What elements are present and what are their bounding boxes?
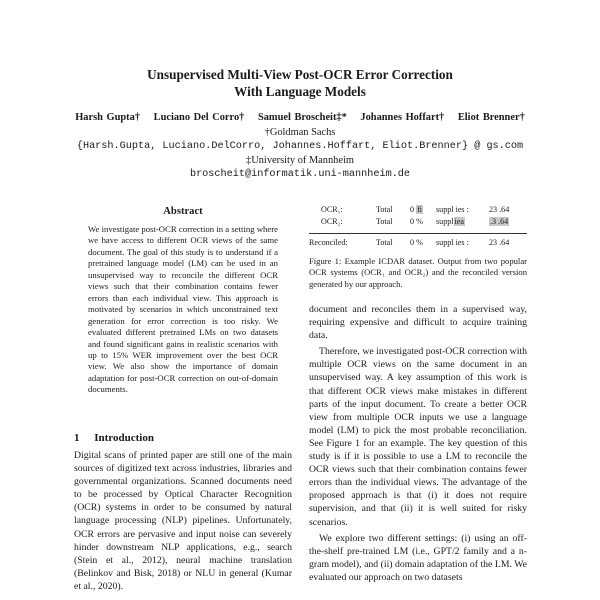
abstract-text: We investigate post-OCR correction in a setting where we have access to different OCR views of the same document. The goal of this study is to understand if a pretrained language model (LM) can be used in an unsupervised way to reconcile the different OCR views such that their combination contains fewer errors than each individual view. This approach is motivated by scenarios in which unconstrained text generation for error correction is too risky. We evaluated different pretrained LMs on two datasets and found significant gains in realistic scenarios with up to 15% WER improvement over the best OCR view. We also show the importance of domain adaptation for post-OCR correction on out-of-domain documents.: [88, 224, 278, 395]
paragraph: Therefore, we investigated post-OCR correction with multiple OCR views on the same document in an unsupervised way. A key assumption of this work is that different OCR views make mistakes in different parts of the input document. To create a better OCR view from multiple OCR inputs we use a language model (LM) to pick the most probable reconciliation. See Figure 1 for an example. The key question of this study is if it is possible to use a LM to reconcile the OCR views such that their combination contains fewer errors than the individual views. The advantage of the proposed approach is that (i) it does not require supervision, and that (ii) it is well suited for risky scenarios.: [309, 346, 527, 528]
section-title: Introduction: [94, 432, 154, 444]
introduction-text: Digital scans of printed paper are still one of the main sources of digitized text across industries, libraries and governmental organizations. Scanned documents need to be processed by Optical Character Recognition (OCR) systems in order to be consumed by natural language processing (NLP) pipelines. Unfortunately, OCR errors are pervasive and input noise can severely hinder downstream NLP applications, e.g., search (Stein et al., 2012), neural machine translation (Belinkov and Bisk, 2018) or NLU in general (Kumar et al., 2020).: [74, 450, 292, 592]
paragraph: document and reconciles them in a supervised way, requiring expensive and difficult to acquire training data.: [309, 304, 527, 342]
section-number: 1: [74, 432, 80, 444]
author-name: Luciano Del Corro†: [153, 112, 245, 123]
table-row: [309, 216, 527, 228]
paragraph: We explore two different settings: (i) using an off-the-shelf pre-trained LM (i.e., GPT/2 family and a n-gram model), and (ii) domain adaptation of the LM. We evaluated our approach on two datasets: [309, 532, 527, 583]
section-heading-introduction: [74, 432, 154, 444]
author-name: Harsh Gupta†: [75, 112, 141, 123]
email-mannheim: broscheit@informatik.uni-mannheim.de: [189, 169, 411, 180]
table-row: [309, 204, 527, 216]
ocr-error-highlight: fi: [417, 205, 423, 214]
author-name: Eliot Brenner†: [457, 112, 525, 123]
paper-title: [0, 66, 600, 100]
row-number: [489, 216, 509, 228]
email-list-goldman: {Harsh.Gupta, Luciano.DelCorro, Johannes.Hoffart, Eliot.Brenner} @ gs.com: [76, 141, 524, 152]
affiliation-goldman: †Goldman Sachs: [264, 127, 336, 138]
table-row: [309, 237, 527, 249]
row-number: 23 .64: [489, 238, 510, 247]
row-percent: 0 %: [410, 238, 423, 247]
row-total: Total: [376, 217, 393, 226]
row-word: suppl ies :: [436, 238, 469, 247]
row-percent: 0 fi: [410, 205, 423, 214]
row-label: OCR₁:: [321, 205, 343, 214]
affiliation-mannheim: ‡University of Mannheim: [246, 155, 354, 166]
row-label: Reconciled:: [309, 238, 348, 247]
author-name: Samuel Broscheit‡*: [257, 112, 347, 123]
ocr-error-highlight: .3 .64: [490, 217, 509, 226]
row-percent: 0 %: [410, 217, 423, 226]
row-label: OCR₂:: [321, 217, 343, 226]
row-number: 23 .64: [489, 205, 510, 214]
row-word: suppliea: [436, 217, 464, 226]
author-name: Johannes Hoffart†: [360, 112, 445, 123]
ocr-error-highlight: iea: [454, 217, 464, 226]
figure-1-caption: Figure 1: Example ICDAR dataset. Output from two popular OCR systems (OCR₁ and OCR₂) and the reconciled version generated by our approach.: [309, 256, 527, 289]
row-total: Total: [376, 205, 393, 214]
title-line-1: Unsupervised Multi-View Post-OCR Error Correction: [147, 67, 453, 82]
row-total: Total: [376, 238, 393, 247]
right-column-text: [309, 303, 527, 587]
title-line-2: With Language Models: [234, 84, 366, 99]
author-list: [0, 112, 600, 123]
row-word: suppl ies :: [436, 205, 469, 214]
abstract-heading: Abstract: [163, 206, 203, 217]
table-divider: [309, 233, 527, 234]
